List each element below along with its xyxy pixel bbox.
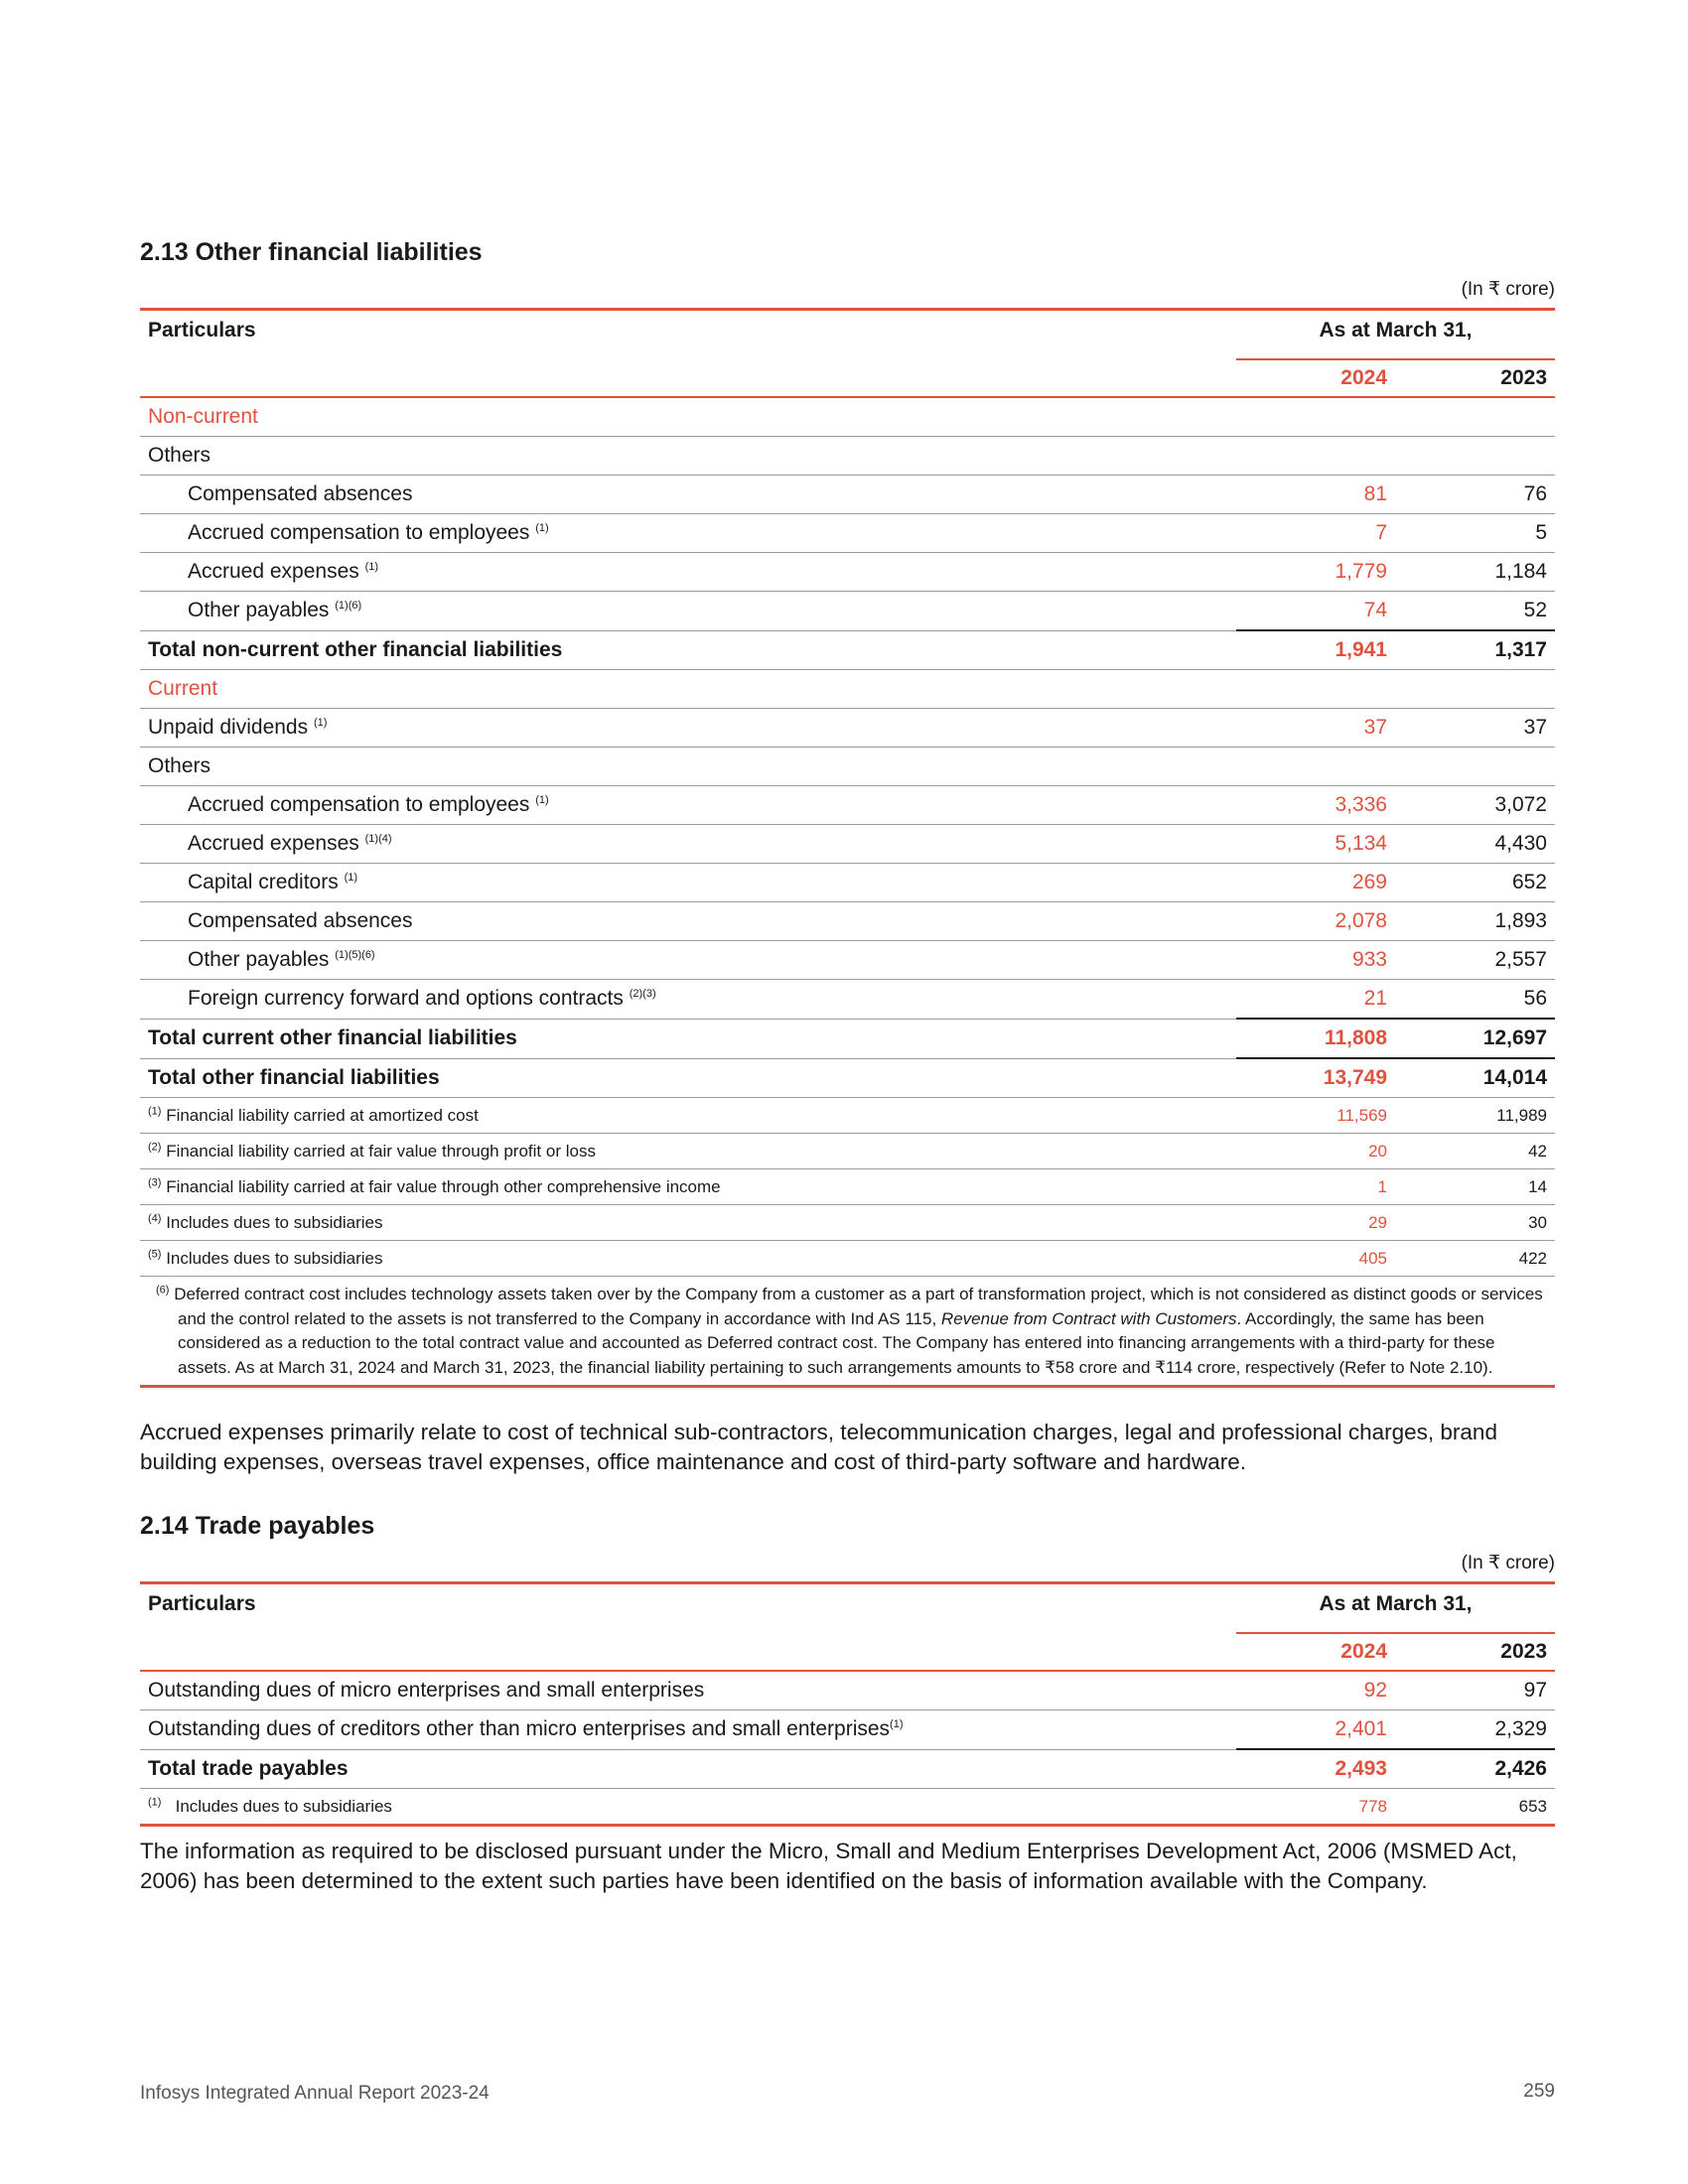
trade-payables-table	[140, 1581, 1555, 1827]
value-2023: 1,184	[1395, 553, 1555, 592]
footnote-ref: (1)	[535, 794, 549, 806]
value-2024: 2,078	[1236, 902, 1395, 941]
accrued-expenses-paragraph: Accrued expenses primarily relate to cost of technical sub-contractors, telecommunication charges, legal and professional charges, brand building expenses, overseas travel expenses, office maintenance and cost of third-party software and hardware.	[140, 1420, 1497, 1474]
value-2023: 56	[1395, 980, 1555, 1020]
row-label: Accrued compensation to employees	[188, 521, 530, 544]
particulars-header: Particulars	[148, 319, 256, 341]
value-2023: 30	[1395, 1205, 1555, 1241]
row-label: Accrued compensation to employees	[188, 793, 530, 816]
value-2024: 74	[1236, 592, 1395, 631]
row-label: Other payables	[188, 599, 330, 622]
table-row	[140, 514, 1555, 553]
value-2024: 933	[1236, 941, 1395, 980]
footnote-marker: (6)	[156, 1284, 170, 1297]
table-row	[140, 709, 1555, 748]
footnote-ref: (1)(4)	[364, 833, 392, 845]
footnote-ref: (2)(3)	[629, 988, 656, 1001]
row-label: Total current other financial liabilities	[140, 1019, 1236, 1058]
footer-report-name: Infosys Integrated Annual Report 2023-24	[140, 2083, 490, 2104]
table-row	[140, 786, 1555, 825]
footnote-ref: (1)	[890, 1718, 904, 1731]
table-header-row	[140, 1583, 1555, 1634]
footnote-row	[140, 1098, 1555, 1134]
value-2024: 20	[1236, 1134, 1395, 1169]
total-row	[140, 630, 1555, 670]
current-label: Current	[140, 670, 1555, 709]
table-row	[140, 864, 1555, 902]
value-2024: 13,749	[1236, 1058, 1395, 1098]
table-row	[140, 1671, 1555, 1710]
value-2024: 1,779	[1236, 553, 1395, 592]
value-2023: 1,317	[1395, 630, 1555, 670]
year-header-row	[140, 359, 1555, 397]
table-row	[140, 476, 1555, 514]
footnote-text: Includes dues to subsidiaries	[166, 1248, 383, 1268]
footnote-ref: (1)(5)(6)	[335, 949, 375, 961]
footnote-text: Includes dues to subsidiaries	[166, 1212, 383, 1232]
footnote-row	[140, 1277, 1555, 1387]
value-2023: 52	[1395, 592, 1555, 631]
table-row	[140, 980, 1555, 1020]
table-row	[140, 592, 1555, 631]
table-row	[140, 1710, 1555, 1750]
footnote-text: Financial liability carried at fair value through other comprehensive income	[166, 1176, 721, 1196]
footnote-ref: (1)(6)	[335, 600, 362, 613]
footnote-marker: (5)	[148, 1247, 162, 1260]
value-2024: 269	[1236, 864, 1395, 902]
row-label: Other payables	[188, 948, 330, 971]
table-row	[140, 748, 1555, 786]
value-2023: 42	[1395, 1134, 1555, 1169]
value-2024: 37	[1236, 709, 1395, 748]
table-row	[140, 902, 1555, 941]
value-2023: 14	[1395, 1169, 1555, 1205]
value-2024: 2,401	[1236, 1710, 1395, 1750]
value-2024: 29	[1236, 1205, 1395, 1241]
year-header-row	[140, 1633, 1555, 1671]
value-2023: 11,989	[1395, 1098, 1555, 1134]
value-2023: 76	[1395, 476, 1555, 514]
value-2024: 11,569	[1236, 1098, 1395, 1134]
year-2023-header: 2023	[1395, 1633, 1555, 1671]
year-2023-header: 2023	[1395, 359, 1555, 397]
value-2023: 12,697	[1395, 1019, 1555, 1058]
footnote-row	[140, 1134, 1555, 1169]
value-2024: 1	[1236, 1169, 1395, 1205]
value-2024: 81	[1236, 476, 1395, 514]
value-2024: 405	[1236, 1241, 1395, 1277]
footnote-row	[140, 1241, 1555, 1277]
footnote-row	[140, 1205, 1555, 1241]
value-2023: 5	[1395, 514, 1555, 553]
value-2023: 653	[1395, 1789, 1555, 1826]
row-label: Compensated absences	[188, 482, 413, 505]
value-2024: 3,336	[1236, 786, 1395, 825]
as-at-header: As at March 31,	[1236, 1583, 1555, 1634]
total-row	[140, 1058, 1555, 1098]
value-2024: 1,941	[1236, 630, 1395, 670]
footnote-text-cont: . Accordingly, the same has been considered as a reduction to the total contract value and accounted as Deferred contract cost. The Company has entered into financing arrangements with a third-party for these assets. As at March 31, 2024 and March 31, 2023, the financial liability pertaining to such arrangements amounts to ₹58 crore and ₹114 crore, respectively (Refer to Note 2.10).	[178, 1308, 1495, 1377]
page-number: 259	[1523, 2081, 1555, 2102]
value-2024: 5,134	[1236, 825, 1395, 864]
table-row	[140, 437, 1555, 476]
value-2023: 2,329	[1395, 1710, 1555, 1750]
row-label: Accrued expenses	[188, 832, 359, 855]
total-row	[140, 1749, 1555, 1789]
footnote-italic-text: Revenue from Contract with Customers	[940, 1308, 1237, 1328]
value-2024: 7	[1236, 514, 1395, 553]
row-label: Accrued expenses	[188, 560, 359, 583]
value-2024: 21	[1236, 980, 1395, 1020]
footnote-text: Financial liability carried at fair value through profit or loss	[166, 1141, 596, 1160]
year-2024-header: 2024	[1236, 359, 1395, 397]
table-row	[140, 553, 1555, 592]
section-title-2-13: 2.13 Other financial liabilities	[140, 238, 483, 266]
value-2023: 37	[1395, 709, 1555, 748]
table-row	[140, 670, 1555, 709]
row-label: Total non-current other financial liabilities	[140, 630, 1236, 670]
footnote-text: Deferred contract cost includes technology assets taken over by the Company from a customer as a part of transformation project, which is not considered as distinct goods or services and the control related to the assets is not transferred to the Company in accordance with Ind AS 115,	[174, 1285, 1543, 1328]
row-label: Compensated absences	[188, 909, 413, 932]
others-label: Others	[140, 748, 1555, 786]
unit-label: (In ₹ crore)	[1461, 279, 1555, 300]
footnote-ref: (1)	[535, 522, 549, 534]
other-financial-liabilities-table	[140, 308, 1555, 1388]
footnote-ref: (1)	[344, 872, 358, 884]
value-2024: 11,808	[1236, 1019, 1395, 1058]
footnote-marker: (4)	[148, 1211, 162, 1224]
footnote-ref: (1)	[313, 717, 328, 729]
row-label: Foreign currency forward and options contracts	[188, 987, 624, 1011]
value-2023: 97	[1395, 1671, 1555, 1710]
as-at-header: As at March 31,	[1236, 310, 1555, 360]
value-2023: 1,893	[1395, 902, 1555, 941]
table-header-row	[140, 310, 1555, 360]
value-2024: 92	[1236, 1671, 1395, 1710]
footnote-text: Includes dues to subsidiaries	[175, 1796, 392, 1816]
row-label: Outstanding dues of creditors other than micro enterprises and small enterprises	[148, 1717, 891, 1741]
footnote-marker: (1)	[148, 1795, 162, 1808]
row-label: Outstanding dues of micro enterprises and small enterprises	[148, 1679, 705, 1702]
unit-label: (In ₹ crore)	[1461, 1553, 1555, 1573]
footnote-text: Financial liability carried at amortized cost	[166, 1105, 479, 1125]
footnote-row	[140, 1789, 1555, 1826]
row-label: Total trade payables	[140, 1749, 1236, 1789]
table-row	[140, 941, 1555, 980]
section-title-2-14: 2.14 Trade payables	[140, 1512, 375, 1540]
value-2023: 422	[1395, 1241, 1555, 1277]
value-2023: 652	[1395, 864, 1555, 902]
value-2023: 14,014	[1395, 1058, 1555, 1098]
footnote-ref: (1)	[364, 561, 379, 573]
row-label: Capital creditors	[188, 871, 339, 893]
footnote-marker: (3)	[148, 1175, 162, 1188]
non-current-label: Non-current	[140, 397, 1555, 437]
value-2023: 2,426	[1395, 1749, 1555, 1789]
others-label: Others	[140, 437, 1555, 476]
year-2024-header: 2024	[1236, 1633, 1395, 1671]
footnote-marker: (2)	[148, 1140, 162, 1153]
msmed-paragraph: The information as required to be disclosed pursuant under the Micro, Small and Medium Enterprises Development Act, 2006 (MSMED Act, 2006) has been determined to the extent such parties have been identified on the basis of information available with the Company.	[140, 1839, 1517, 1893]
table-row	[140, 825, 1555, 864]
particulars-header: Particulars	[148, 1592, 256, 1615]
value-2023: 4,430	[1395, 825, 1555, 864]
footnote-row	[140, 1169, 1555, 1205]
row-label: Unpaid dividends	[148, 716, 309, 739]
footnote-marker: (1)	[148, 1104, 162, 1117]
value-2024: 778	[1236, 1789, 1395, 1826]
value-2023: 3,072	[1395, 786, 1555, 825]
value-2024: 2,493	[1236, 1749, 1395, 1789]
total-row	[140, 1019, 1555, 1058]
value-2023: 2,557	[1395, 941, 1555, 980]
row-label: Total other financial liabilities	[140, 1058, 1236, 1098]
table-row	[140, 397, 1555, 437]
